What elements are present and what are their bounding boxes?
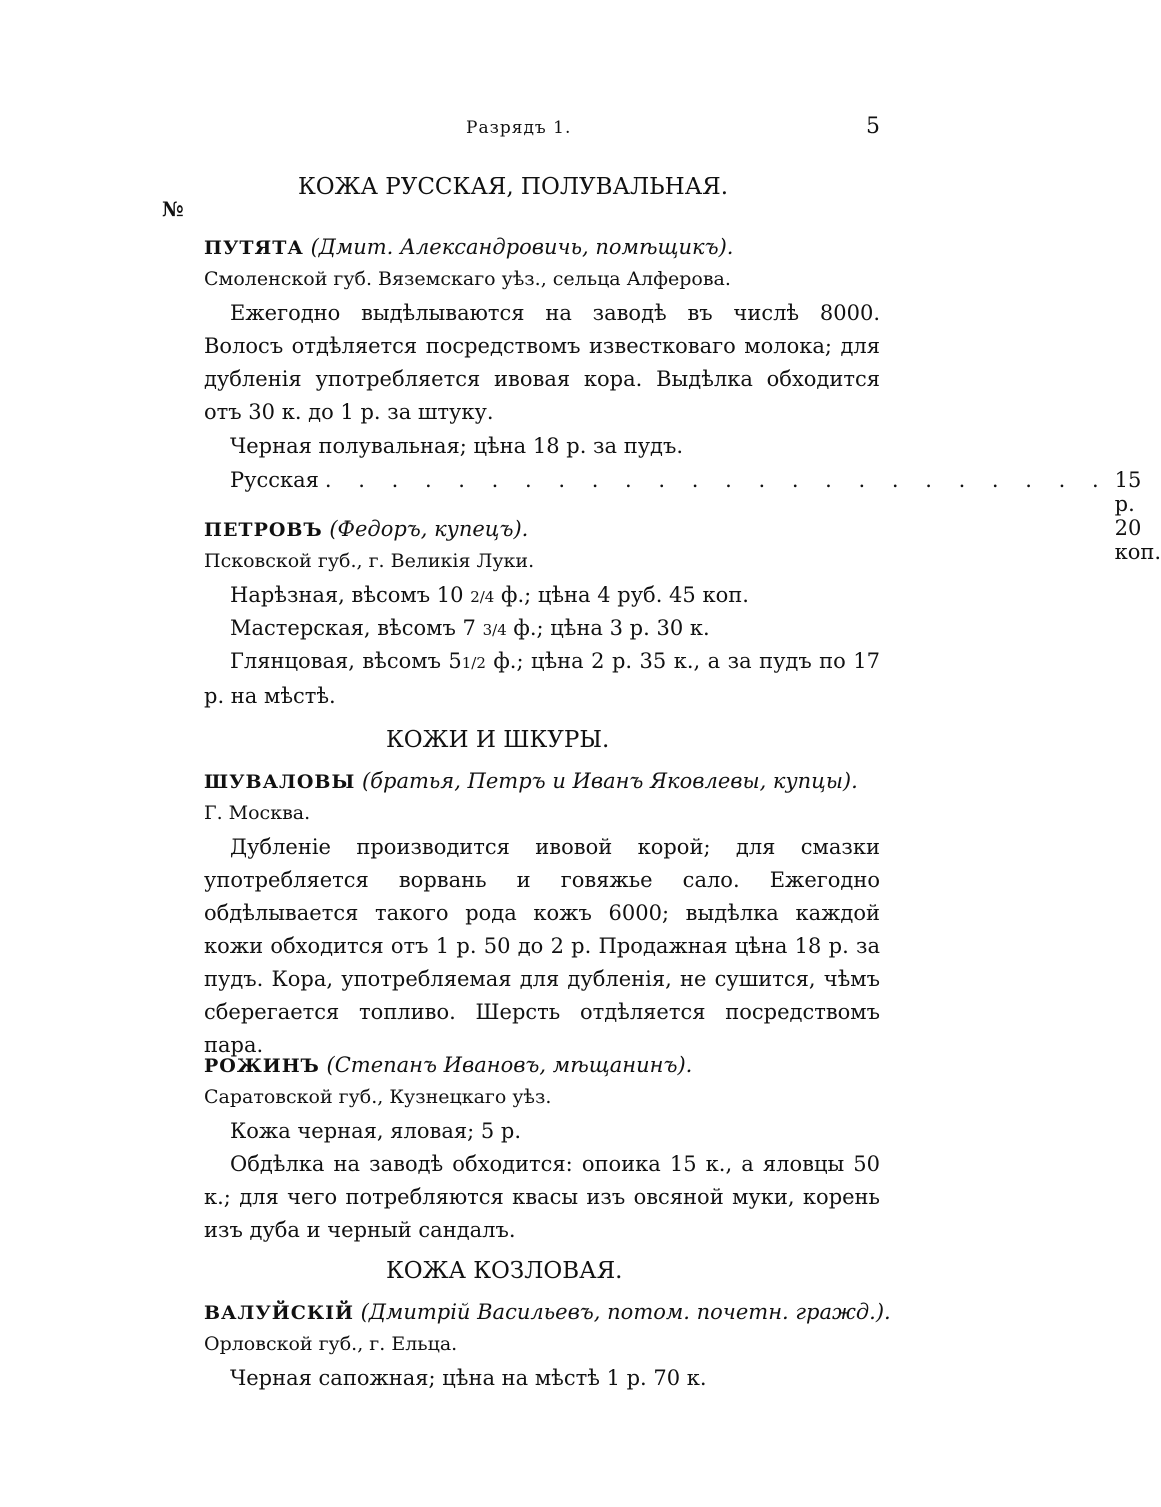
entry-location: Саратовской губ., Кузнецкаго уѣз. — [204, 1086, 552, 1108]
entry-location: Смоленской губ. Вяземскаго уѣз., сельца Алферова. — [204, 268, 731, 290]
price-row-label: Русская — [230, 468, 319, 492]
fraction: 2/4 — [470, 588, 495, 606]
entry-text: Обдѣлка на заводѣ обходится: опоика 15 к., а яловцы 50 к.; для чего потребляются квасы изъ овсяной муки, корень изъ дуба и черный сандалъ. — [204, 1152, 880, 1242]
fraction: 1/2 — [461, 654, 486, 672]
entry-name: ВАЛУЙСКІЙ — [204, 1302, 354, 1324]
price-line: Черная сапожная; цѣна на мѣстѣ 1 р. 70 к. — [230, 1366, 707, 1390]
entry-name: РОЖИНЪ — [204, 1055, 320, 1077]
entry-header — [204, 1302, 891, 1323]
entry-details: (Дмитрій Васильевъ, потом. почетн. гражд.). — [360, 1300, 891, 1324]
entry-header — [204, 237, 733, 258]
entry-details: (Федоръ, купецъ). — [329, 517, 529, 541]
leader-dots: . . . . . . . . . . . . . . . . . . . . . . . . — [324, 468, 1109, 492]
section-heading: КОЖИ И ШКУРЫ. — [386, 727, 610, 753]
price-row-value: 15 р. 20 коп. — [1114, 468, 1161, 564]
entry-name: ШУВАЛОВЫ — [204, 771, 356, 793]
entry-details: (Степанъ Ивановъ, мѣщанинъ). — [326, 1053, 693, 1077]
section-heading: КОЖА РУССКАЯ, ПОЛУВАЛЬНАЯ. — [298, 174, 729, 200]
list-item: Глянцовая, вѣсомъ 51/2 ф.; цѣна 2 р. 35 к., а за пудъ по 17 р. на мѣстѣ. — [204, 649, 880, 708]
running-head: Разрядъ 1. — [466, 118, 572, 138]
entry-text: Дубленіе производится ивовой корой; для смазки употребляется ворвань и говяжье сало. Ежегодно обдѣлывается такого рода кожъ 6000; выдѣлка каждой кожи обходится отъ 1 р. 50 до 2 р. Продажная цѣна 18 р. за пудъ. Кора, употребляемая для дубленія, не сушится, чѣмъ сберегается топливо. Шерсть отдѣляется посредствомъ пара. — [204, 835, 880, 1057]
price-line: Черная полувальная; цѣна 18 р. за пудъ. — [230, 434, 684, 458]
entry-name: ПЕТРОВЪ — [204, 519, 323, 541]
entry-details: (Дмит. Александровичь, помѣщикъ). — [310, 235, 734, 259]
fraction: 3/4 — [482, 621, 507, 639]
page-number: 5 — [866, 114, 880, 139]
list-item: Мастерская, вѣсомъ 7 3/4 ф.; цѣна 3 р. 30 к. — [230, 616, 710, 640]
entry-location: Псковской губ., г. Великія Луки. — [204, 550, 535, 572]
entry-details: (братья, Петръ и Иванъ Яковлевы, купцы). — [361, 769, 858, 793]
entry-header — [204, 1055, 692, 1076]
number-mark: № — [162, 197, 184, 221]
entry-name: ПУТЯТА — [204, 237, 304, 259]
list-item: Нарѣзная, вѣсомъ 10 2/4 ф.; цѣна 4 руб. 45 коп. — [230, 583, 749, 607]
entry-location: Орловской губ., г. Ельца. — [204, 1333, 458, 1355]
entry-header — [204, 519, 528, 540]
section-heading: КОЖА КОЗЛОВАЯ. — [386, 1258, 623, 1284]
entry-header — [204, 771, 858, 792]
entry-location: Г. Москва. — [204, 802, 311, 824]
entry-text: Ежегодно выдѣлываются на заводѣ въ числѣ 8000. Волосъ отдѣляется посредствомъ известковаго молока; для дубленія употребляется ивовая кора. Выдѣлка обходится отъ 30 к. до 1 р. за штуку. — [204, 301, 880, 424]
price-line: Кожа черная, яловая; 5 р. — [230, 1119, 522, 1143]
